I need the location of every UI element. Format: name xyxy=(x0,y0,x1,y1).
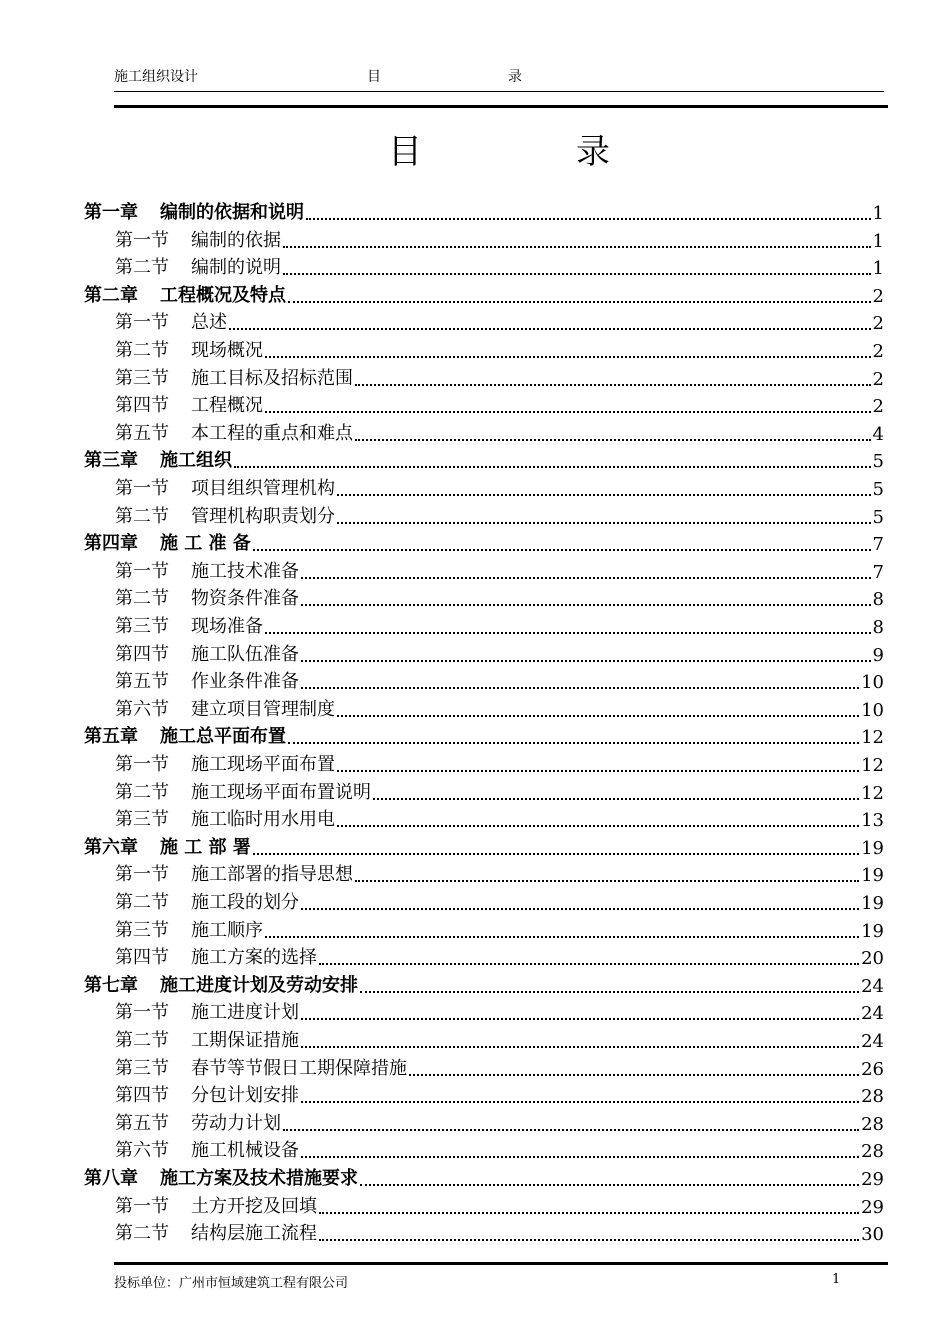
toc-dot-leader xyxy=(319,943,859,965)
toc-entry-page: 1 xyxy=(872,203,884,224)
toc-entry-page: 24 xyxy=(861,975,884,997)
toc-section-entry[interactable] xyxy=(84,584,884,610)
toc-entry-title: 施工段的划分 xyxy=(191,892,299,913)
toc-entry-number: 第一节 xyxy=(115,229,169,251)
toc-entry-page: 12 xyxy=(861,755,884,776)
toc-entry-number: 第二节 xyxy=(115,892,169,913)
toc-entry-number: 第二节 xyxy=(115,1030,169,1051)
toc-entry-number: 第二节 xyxy=(115,257,169,279)
toc-entry-title: 施工方案及技术措施要求 xyxy=(160,1168,358,1189)
toc-dot-leader xyxy=(301,998,859,1020)
toc-entry-page: 19 xyxy=(861,920,884,942)
toc-entry-label xyxy=(115,778,371,804)
toc-entry-page: 29 xyxy=(861,1196,884,1218)
toc-entry-label xyxy=(84,198,304,224)
toc-dot-leader xyxy=(337,805,859,827)
toc-entry-number: 第六章 xyxy=(84,836,138,858)
toc-entry-title: 作业条件准备 xyxy=(191,671,299,693)
toc-entry-label xyxy=(115,916,263,942)
toc-entry-page: 28 xyxy=(861,1113,884,1135)
toc-entry-label xyxy=(84,281,286,307)
toc-entry-number: 第三节 xyxy=(115,809,169,831)
toc-dot-leader xyxy=(319,1219,859,1241)
toc-section-entry[interactable] xyxy=(84,695,884,721)
toc-entry-label xyxy=(84,833,251,859)
toc-entry-label xyxy=(115,888,299,914)
toc-entry-title: 劳动力计划 xyxy=(191,1112,281,1134)
toc-entry-label xyxy=(115,1054,407,1080)
toc-section-entry[interactable] xyxy=(84,612,884,638)
toc-entry-page: 5 xyxy=(872,451,884,473)
toc-entry-number: 第一节 xyxy=(115,864,169,886)
footer-page-number: 1 xyxy=(832,1272,841,1287)
toc-section-entry[interactable] xyxy=(84,1109,884,1135)
toc-entry-label xyxy=(84,529,251,555)
toc-dot-leader xyxy=(306,198,871,220)
toc-dot-leader xyxy=(288,281,871,303)
toc-entry-number: 第二节 xyxy=(115,1223,169,1245)
toc-entry-label xyxy=(115,695,335,721)
toc-entry-label xyxy=(84,971,358,997)
toc-section-entry[interactable] xyxy=(84,226,884,252)
toc-dot-leader xyxy=(355,419,871,441)
toc-entry-number: 第一节 xyxy=(115,312,169,334)
toc-entry-page: 19 xyxy=(861,865,884,887)
toc-entry-page: 12 xyxy=(861,782,884,804)
toc-entry-title: 项目组织管理机构 xyxy=(191,478,335,499)
toc-entry-title: 施工临时用水用电 xyxy=(191,809,335,831)
toc-entry-label xyxy=(115,226,281,252)
toc-dot-leader xyxy=(283,253,871,275)
toc-entry-page: 2 xyxy=(872,341,884,362)
toc-entry-page: 30 xyxy=(861,1224,884,1246)
toc-entry-page: 9 xyxy=(872,644,884,666)
toc-entry-label xyxy=(115,998,299,1024)
toc-entry-number: 第四节 xyxy=(115,395,169,417)
toc-entry-title: 施工进度计划及劳动安排 xyxy=(160,974,358,996)
toc-entry-label xyxy=(115,1026,299,1052)
toc-entry-page: 1 xyxy=(872,258,884,280)
toc-section-entry[interactable] xyxy=(84,640,884,666)
toc-entry-title: 春节等节假日工期保障措施 xyxy=(191,1057,407,1079)
toc-entry-title: 施工队伍准备 xyxy=(191,643,299,665)
header-rule xyxy=(114,105,888,108)
toc-section-entry[interactable] xyxy=(84,1054,884,1080)
toc-entry-title: 工程概况 xyxy=(191,395,263,417)
toc-entry-number: 第四节 xyxy=(115,947,169,969)
toc-entry-number: 第六节 xyxy=(115,1140,169,1162)
toc-entry-number: 第八章 xyxy=(84,1168,138,1189)
toc-entry-label xyxy=(115,1219,317,1245)
toc-entry-title: 施工部署的指导思想 xyxy=(191,864,353,886)
toc-dot-leader xyxy=(337,750,859,772)
toc-entry-number: 第六节 xyxy=(115,698,169,720)
toc-entry-page: 10 xyxy=(861,672,884,694)
toc-entry-label xyxy=(115,336,263,362)
toc-entry-label xyxy=(115,943,317,969)
toc-entry-page: 2 xyxy=(872,285,884,307)
toc-entry-title: 物资条件准备 xyxy=(191,588,299,610)
toc-dot-leader xyxy=(409,1054,859,1076)
toc-dot-leader xyxy=(301,640,871,662)
toc-entry-title: 施工方案的选择 xyxy=(191,947,317,969)
toc-entry-page: 5 xyxy=(872,479,884,500)
toc-section-entry[interactable] xyxy=(84,943,884,969)
header-doc-title: 施工组织设计 xyxy=(114,69,198,85)
toc-entry-page: 7 xyxy=(872,534,884,556)
toc-dot-leader xyxy=(360,971,859,993)
toc-dot-leader xyxy=(301,1081,859,1103)
toc-entry-number: 第一节 xyxy=(115,1002,169,1024)
toc-entry-number: 第二节 xyxy=(115,588,169,610)
toc-entry-number: 第四节 xyxy=(115,643,169,665)
toc-entry-page: 12 xyxy=(861,727,884,749)
toc-section-entry[interactable] xyxy=(84,557,884,583)
toc-entry-title: 土方开挖及回填 xyxy=(191,1195,317,1217)
toc-entry-number: 第三章 xyxy=(84,450,138,472)
toc-dot-leader xyxy=(355,860,859,882)
toc-entry-number: 第二节 xyxy=(115,505,169,527)
toc-entry-label xyxy=(115,750,335,776)
toc-dot-leader xyxy=(283,1109,859,1131)
toc-entry-page: 19 xyxy=(861,893,884,914)
toc-dot-leader xyxy=(234,446,871,468)
toc-entry-title: 分包计划安排 xyxy=(191,1085,299,1107)
toc-chapter-entry[interactable] xyxy=(84,446,884,472)
toc-dot-leader xyxy=(265,612,871,634)
toc-entry-number: 第五节 xyxy=(115,422,169,444)
toc-entry-title: 施工顺序 xyxy=(191,919,263,941)
toc-entry-title: 建立项目管理制度 xyxy=(191,698,335,720)
toc-entry-label xyxy=(115,253,281,279)
title-char-1: 目 xyxy=(388,132,422,172)
page-header xyxy=(114,66,884,86)
toc-entry-label xyxy=(115,419,353,445)
toc-section-entry[interactable] xyxy=(84,1136,884,1162)
toc-dot-leader xyxy=(337,502,871,524)
toc-section-entry[interactable] xyxy=(84,805,884,831)
toc-entry-page: 5 xyxy=(872,506,884,528)
toc-section-entry[interactable] xyxy=(84,750,884,776)
toc-entry-page: 2 xyxy=(872,368,884,390)
toc-entry-title: 总述 xyxy=(191,312,227,334)
toc-dot-leader xyxy=(301,1026,859,1048)
toc-dot-leader xyxy=(360,1164,859,1186)
toc-entry-title: 编制的依据和说明 xyxy=(160,202,304,223)
toc-entry-page: 24 xyxy=(861,1031,884,1052)
toc-entry-number: 第一节 xyxy=(115,1195,169,1217)
toc-entry-number: 第二节 xyxy=(115,781,169,803)
toc-chapter-entry[interactable] xyxy=(84,529,884,555)
toc-entry-label xyxy=(115,308,227,334)
toc-entry-label xyxy=(115,860,353,886)
toc-entry-page: 1 xyxy=(872,230,884,252)
toc-entry-number: 第三节 xyxy=(115,616,169,637)
toc-dot-leader xyxy=(288,722,859,744)
toc-entry-title: 施工组织 xyxy=(160,450,232,472)
toc-section-entry[interactable] xyxy=(84,888,884,914)
toc-chapter-entry[interactable] xyxy=(84,833,884,859)
toc-chapter-entry[interactable] xyxy=(84,1164,884,1190)
toc-entry-page: 20 xyxy=(861,948,884,970)
toc-section-entry[interactable] xyxy=(84,419,884,445)
toc-entry-title: 施 工 部 署 xyxy=(160,836,251,858)
toc-section-entry[interactable] xyxy=(84,1219,884,1245)
toc-entry-label xyxy=(115,1081,299,1107)
toc-dot-leader xyxy=(253,833,859,855)
toc-entry-label xyxy=(115,1136,299,1162)
toc-entry-number: 第一章 xyxy=(84,202,138,223)
toc-entry-title: 施工进度计划 xyxy=(191,1002,299,1024)
toc-section-entry[interactable] xyxy=(84,474,884,500)
toc-entry-number: 第四章 xyxy=(84,533,138,555)
toc-entry-label xyxy=(115,557,299,583)
toc-entry-page: 2 xyxy=(872,396,884,418)
toc-dot-leader xyxy=(265,916,859,938)
toc-entry-number: 第三节 xyxy=(115,1057,169,1079)
page-title xyxy=(388,124,618,174)
toc-dot-leader xyxy=(301,888,859,910)
toc-entry-page: 24 xyxy=(861,1003,884,1025)
toc-entry-label xyxy=(115,805,335,831)
toc-section-entry[interactable] xyxy=(84,502,884,528)
header-section-char-2: 录 xyxy=(508,69,522,85)
toc-dot-leader xyxy=(319,1192,859,1214)
toc-section-entry[interactable] xyxy=(84,364,884,390)
toc-entry-label xyxy=(115,474,335,500)
toc-entry-number: 第三节 xyxy=(115,919,169,941)
toc-entry-title: 结构层施工流程 xyxy=(191,1223,317,1245)
toc-entry-page: 10 xyxy=(861,699,884,721)
toc-dot-leader xyxy=(301,557,871,579)
toc-section-entry[interactable] xyxy=(84,860,884,886)
page-footer xyxy=(114,1272,884,1292)
toc-entry-label xyxy=(115,667,299,693)
toc-section-entry[interactable] xyxy=(84,336,884,362)
toc-dot-leader xyxy=(373,778,859,800)
toc-chapter-entry[interactable] xyxy=(84,281,884,307)
toc-entry-number: 第五章 xyxy=(84,726,138,748)
toc-entry-title: 施 工 准 备 xyxy=(160,533,251,555)
toc-entry-number: 第二章 xyxy=(84,284,138,306)
header-section-char-1: 目 xyxy=(367,69,381,85)
toc-entry-title: 施工现场平面布置说明 xyxy=(191,781,371,803)
toc-chapter-entry[interactable] xyxy=(84,722,884,748)
toc-dot-leader xyxy=(337,474,871,496)
toc-dot-leader xyxy=(265,336,871,358)
toc-entry-label xyxy=(115,502,335,528)
toc-entry-page: 4 xyxy=(872,423,884,445)
toc-entry-page: 28 xyxy=(861,1086,884,1108)
toc-dot-leader xyxy=(265,391,871,413)
toc-entry-title: 施工目标及招标范围 xyxy=(191,367,353,389)
toc-chapter-entry[interactable] xyxy=(84,971,884,997)
toc-entry-label xyxy=(115,640,299,666)
toc-entry-number: 第四节 xyxy=(115,1085,169,1107)
toc-dot-leader xyxy=(301,1136,859,1158)
toc-entry-number: 第一节 xyxy=(115,560,169,582)
toc-dot-leader xyxy=(337,695,859,717)
toc-entry-label xyxy=(84,446,232,472)
toc-dot-leader xyxy=(301,584,871,606)
toc-dot-leader xyxy=(229,308,871,330)
toc-entry-page: 26 xyxy=(861,1058,884,1080)
toc-entry-label xyxy=(84,722,286,748)
toc-entry-number: 第五节 xyxy=(115,1112,169,1134)
toc-entry-label xyxy=(115,584,299,610)
toc-entry-label xyxy=(115,612,263,638)
toc-dot-leader xyxy=(283,226,871,248)
toc-entry-number: 第三节 xyxy=(115,367,169,389)
toc-chapter-entry[interactable] xyxy=(84,198,884,224)
toc-section-entry[interactable] xyxy=(84,998,884,1024)
toc-entry-page: 29 xyxy=(861,1169,884,1190)
toc-entry-title: 施工机械设备 xyxy=(191,1140,299,1162)
toc-entry-page: 13 xyxy=(861,810,884,832)
footer-rule xyxy=(114,1262,888,1265)
toc-section-entry[interactable] xyxy=(84,916,884,942)
toc-entry-page: 7 xyxy=(872,561,884,583)
toc-entry-page: 19 xyxy=(861,837,884,859)
toc-entry-number: 第一节 xyxy=(115,754,169,775)
toc-entry-title: 施工现场平面布置 xyxy=(191,754,335,775)
toc-section-entry[interactable] xyxy=(84,1081,884,1107)
toc-entry-title: 编制的依据 xyxy=(191,229,281,251)
toc-entry-number: 第五节 xyxy=(115,671,169,693)
toc-entry-title: 施工总平面布置 xyxy=(160,726,286,748)
toc-entry-title: 现场概况 xyxy=(191,340,263,361)
toc-entry-label xyxy=(115,1192,317,1218)
toc-entry-number: 第二节 xyxy=(115,340,169,361)
toc-section-entry[interactable] xyxy=(84,253,884,279)
toc-section-entry[interactable] xyxy=(84,308,884,334)
toc-entry-number: 第一节 xyxy=(115,478,169,499)
toc-section-entry[interactable] xyxy=(84,1192,884,1218)
header-rule-thin xyxy=(114,91,884,92)
toc-dot-leader xyxy=(253,529,871,551)
toc-entry-title: 现场准备 xyxy=(191,616,263,637)
toc-entry-page: 8 xyxy=(872,617,884,638)
toc-entry-title: 管理机构职责划分 xyxy=(191,505,335,527)
toc-entry-title: 本工程的重点和难点 xyxy=(191,422,353,444)
toc-entry-label xyxy=(84,1164,358,1190)
toc-entry-page: 2 xyxy=(872,313,884,335)
toc-section-entry[interactable] xyxy=(84,1026,884,1052)
toc-section-entry[interactable] xyxy=(84,778,884,804)
toc-entry-title: 施工技术准备 xyxy=(191,560,299,582)
toc-section-entry[interactable] xyxy=(84,667,884,693)
toc-entry-page: 28 xyxy=(861,1141,884,1163)
toc-entry-title: 编制的说明 xyxy=(191,257,281,279)
toc-section-entry[interactable] xyxy=(84,391,884,417)
toc-entry-label xyxy=(115,1109,281,1135)
toc-entry-label xyxy=(115,364,353,390)
toc-dot-leader xyxy=(355,364,871,386)
toc-entry-number: 第七章 xyxy=(84,974,138,996)
toc-dot-leader xyxy=(301,667,859,689)
toc-entry-label xyxy=(115,391,263,417)
toc-entry-title: 工程概况及特点 xyxy=(160,284,286,306)
toc-entry-page: 8 xyxy=(872,589,884,611)
toc-entry-title: 工期保证措施 xyxy=(191,1030,299,1051)
title-char-2: 录 xyxy=(576,132,610,172)
footer-bidder: 投标单位：广州市恒域建筑工程有限公司 xyxy=(114,1276,349,1291)
